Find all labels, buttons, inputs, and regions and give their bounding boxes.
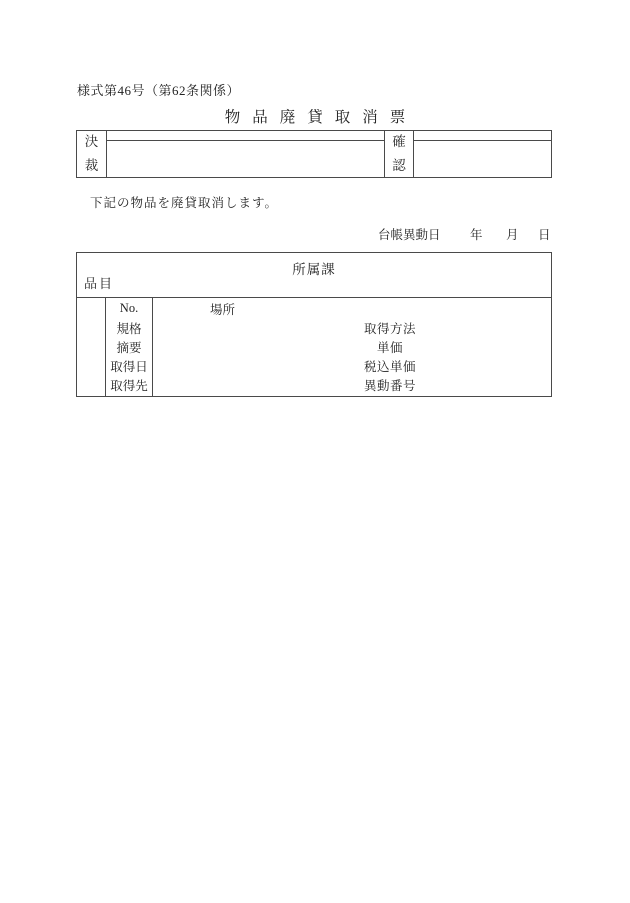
item-table-header (77, 253, 551, 298)
field-label: No. (119, 301, 139, 316)
decision-char-1: 決 (84, 134, 99, 149)
field-label: 異動番号 (363, 379, 416, 394)
month-unit: 月 (506, 228, 519, 242)
field-label: 取得日 (110, 360, 148, 375)
form-number-label: 様式第46号（第62条関係） (77, 83, 241, 98)
confirm-char-2: 認 (392, 157, 406, 173)
document-title: 物品廃貸取消票 (224, 109, 418, 126)
field-label: 摘要 (116, 341, 142, 355)
item-table-body (77, 298, 551, 396)
confirm-label (384, 131, 414, 177)
field-label: 取得方法 (363, 321, 416, 336)
field-label: 取得先 (110, 379, 148, 394)
confirm-stamp-top-strip (414, 131, 551, 141)
body-sentence: 下記の物品を廃貸取消します。 (90, 196, 279, 210)
approval-box (76, 130, 552, 178)
decision-stamp-area (107, 141, 384, 177)
item-name-header: 品目 (84, 276, 115, 291)
department-header: 所属課 (292, 262, 336, 277)
field-label: 税込単価 (363, 360, 416, 375)
field-label: 場所 (210, 302, 236, 317)
item-table (76, 252, 552, 397)
decision-label (77, 131, 107, 177)
day-unit: 日 (538, 228, 551, 242)
field-label: 規格 (116, 321, 142, 336)
field-label: 単価 (376, 341, 403, 355)
decision-char-2: 裁 (84, 157, 99, 173)
confirm-stamp-cell (414, 131, 551, 177)
field-label-column (106, 298, 153, 396)
confirm-char-1: 確 (392, 134, 406, 149)
field-value-column (153, 298, 551, 396)
row-number-column (77, 298, 106, 396)
decision-stamp-top-strip (107, 131, 384, 141)
decision-stamp-cell (107, 131, 384, 177)
ledger-date-label: 台帳異動日 (378, 228, 441, 242)
ledger-date-line (0, 228, 630, 244)
confirm-stamp-area (414, 141, 551, 177)
year-unit: 年 (470, 228, 483, 242)
